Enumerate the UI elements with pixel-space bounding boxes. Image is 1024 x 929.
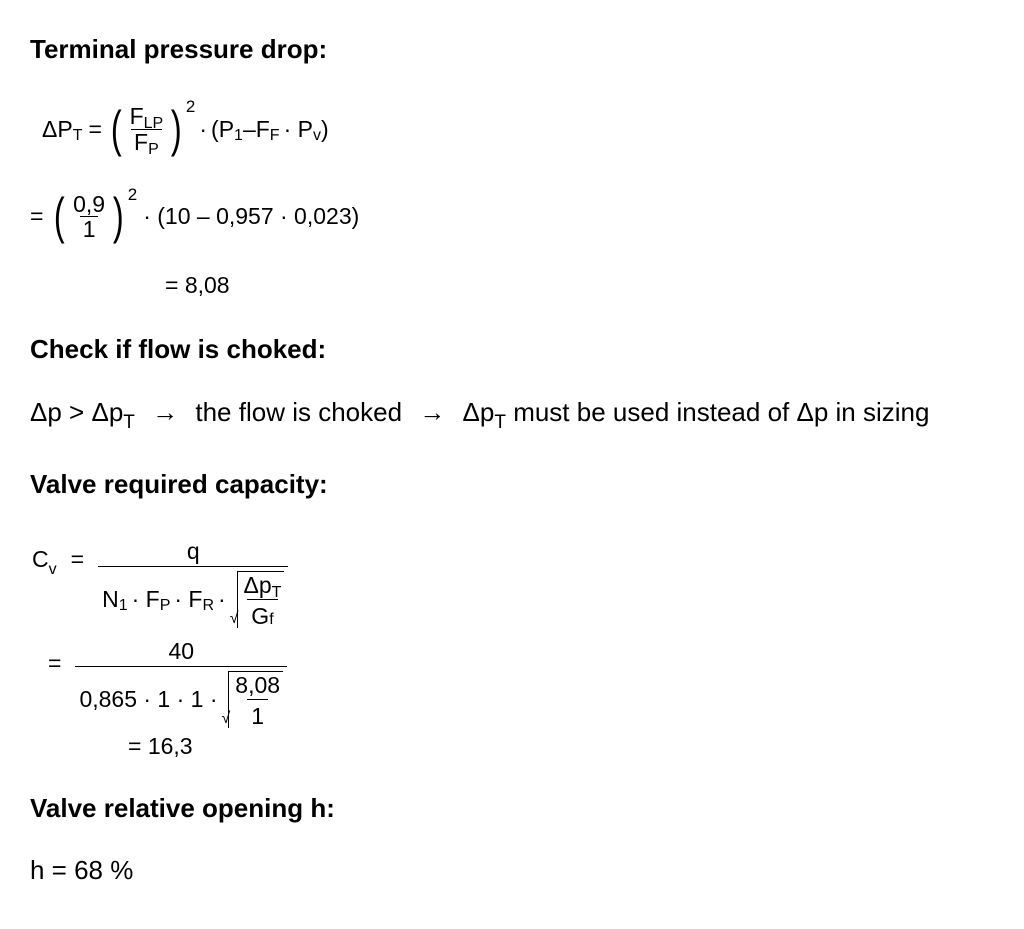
equals: =	[88, 115, 102, 142]
cv-result: = 16,3	[128, 733, 193, 759]
rest-b: –F	[242, 115, 270, 142]
den-c-sub: R	[202, 597, 215, 615]
flp-fp-fraction	[127, 103, 167, 158]
dot: ·	[199, 115, 208, 142]
left-paren: (	[110, 100, 122, 157]
root-num-sub: T	[271, 583, 282, 601]
cv-lhs-group	[32, 546, 98, 578]
frac-den: F	[134, 128, 149, 155]
terminal-pressure-substitution	[30, 184, 360, 245]
den-text: 0,865 · 1 · 1 ·	[79, 685, 218, 712]
heading-check-choked: Check if flow is choked:	[30, 334, 327, 364]
frac-den: 1	[80, 216, 99, 241]
root-den: 1	[247, 699, 268, 728]
cv-fraction	[98, 538, 288, 628]
frac-num: 0,9	[73, 191, 106, 217]
radical-sign: √	[221, 710, 231, 728]
rest-c-sub: v	[312, 127, 321, 145]
equals: =	[48, 650, 62, 676]
cv-den	[98, 566, 288, 629]
terminal-pressure-formula	[42, 97, 329, 158]
heading-valve-opening: Valve relative opening h:	[30, 793, 335, 823]
sqrt-icon	[222, 671, 284, 729]
rest-c: · P	[283, 115, 313, 142]
root-num: Δp	[243, 571, 272, 598]
equals: =	[30, 203, 44, 230]
frac-num: F	[129, 103, 144, 129]
root-num: 8,08	[235, 671, 281, 698]
choked-b: the flow is choked	[195, 397, 403, 427]
cv-formula	[32, 538, 288, 628]
rest-d: )	[320, 115, 329, 142]
terminal-pressure-result: = 8,08	[165, 272, 230, 298]
exponent: 2	[127, 184, 138, 204]
cv-sub-num: 40	[168, 638, 195, 664]
heading-terminal-pressure-drop: Terminal pressure drop:	[30, 34, 328, 64]
arrow-icon: →	[152, 397, 179, 427]
den-a-sub: 1	[118, 597, 128, 615]
den-c: · F	[174, 585, 203, 612]
frac-den-sub: P	[148, 140, 159, 158]
cv-substitution	[48, 638, 287, 728]
rest: · (10 – 0,957 · 0,023)	[143, 203, 360, 230]
choked-flow-statement	[30, 397, 930, 433]
den-d: ·	[218, 585, 226, 612]
den-b: · F	[131, 585, 160, 612]
lhs: C	[32, 546, 49, 572]
exponent: 2	[185, 97, 196, 117]
cv-sub-fraction	[75, 638, 287, 728]
opening-value: h = 68 %	[30, 855, 134, 885]
cv-sub-den	[75, 666, 287, 729]
left-paren: (	[54, 188, 66, 245]
lhs-sub: T	[72, 127, 83, 145]
lhs: ΔP	[42, 115, 73, 142]
equals: =	[70, 546, 85, 572]
rest-a: (P	[211, 115, 235, 142]
frac-num-sub: LP	[143, 115, 164, 132]
choked-c: Δp	[462, 397, 495, 427]
radical-sign: √	[229, 610, 239, 628]
choked-d: must be used instead of Δp in sizing	[513, 397, 930, 427]
sqrt-icon	[230, 571, 285, 629]
den-b-sub: P	[159, 597, 171, 615]
den-a: N	[102, 585, 119, 612]
choked-c-sub: T	[494, 412, 506, 433]
lhs-sub: v	[48, 561, 57, 578]
rest-a-sub: 1	[234, 127, 243, 145]
right-paren: )	[171, 100, 182, 157]
ratio-fraction	[70, 192, 108, 241]
root-den-sub: f	[269, 610, 274, 628]
heading-valve-capacity: Valve required capacity:	[30, 469, 328, 499]
arrow-icon: →	[419, 397, 446, 427]
choked-a: Δp > Δp	[30, 397, 124, 427]
choked-a-sub: T	[123, 412, 135, 433]
rest-b-sub: F	[269, 127, 280, 145]
root-den: G	[251, 603, 270, 630]
right-paren: )	[112, 188, 124, 245]
cv-num: q	[186, 538, 200, 564]
